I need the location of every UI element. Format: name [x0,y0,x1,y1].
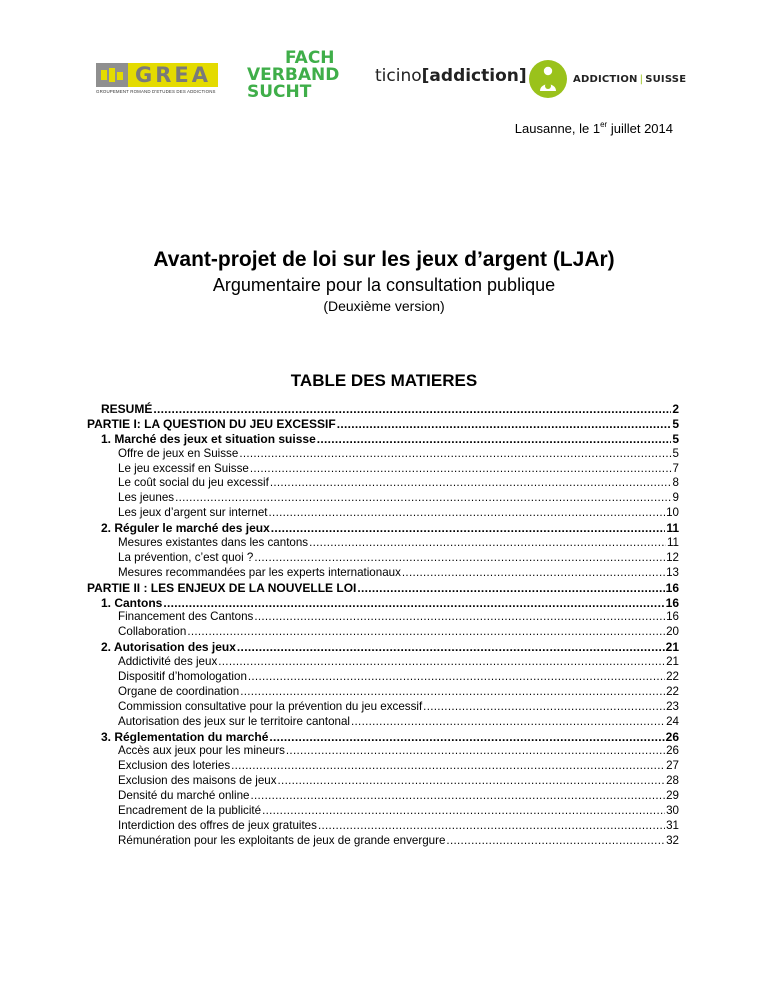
document-version: (Deuxième version) [323,298,445,314]
toc-entry-page: 30 [666,804,679,818]
date-suffix: juillet 2014 [607,121,673,136]
dot-leader [218,655,665,670]
toc-entry-page: 5 [672,431,679,446]
dot-leader [271,521,666,536]
dot-leader [278,774,666,789]
dot-leader [351,715,665,730]
toc-entry-page: 16 [665,580,679,595]
fvs-line: SUCHT [247,82,312,102]
table-of-contents [87,402,679,849]
toc-entry-page: 26 [665,729,679,744]
toc-entry-page: 29 [666,789,679,803]
ticino-addiction-logo [375,66,527,86]
dot-leader [309,536,666,551]
dot-leader [153,402,671,417]
toc-entry-page: 12 [666,550,679,564]
toc-entry-title: Addictivité des jeux [118,655,218,669]
toc-entry[interactable] [87,581,679,596]
toc-entry-page: 9 [672,491,679,505]
fvs-line: FACH [285,48,335,68]
fvs-line: VERBAND [247,65,340,85]
toc-entry[interactable] [87,715,679,730]
toc-entry[interactable] [87,625,679,640]
dot-leader [175,491,671,506]
dot-leader [269,730,664,745]
toc-entry[interactable] [87,819,679,834]
dot-leader [318,819,665,834]
dot-leader [286,744,665,759]
toc-entry-title: Les jeux d’argent sur internet [118,506,268,520]
toc-entry-page: 24 [666,714,679,728]
toc-entry[interactable] [87,789,679,804]
toc-entry-page: 10 [666,506,679,520]
dot-leader [423,700,665,715]
toc-entry[interactable] [87,596,679,611]
toc-entry-title: 1. Marché des jeux et situation suisse [101,431,316,446]
document-subtitle: Argumentaire pour la consultation publique [212,275,556,295]
dot-leader [250,462,672,477]
toc-entry-title: Offre de jeux en Suisse [118,446,239,460]
document-title: Avant-projet de loi sur les jeux d’argent (LJAr) [153,248,615,271]
as-separator: | [639,73,644,85]
toc-entry-title: Accès aux jeux pour les mineurs [118,744,285,758]
toc-entry[interactable] [87,476,679,491]
toc-entry[interactable] [87,536,679,551]
toc-entry-page: 21 [666,655,679,669]
toc-entry-title: Rémunération pour les exploitants de jeux de grande envergure [118,833,446,847]
toc-entry-title: Les jeunes [118,491,175,505]
toc-entry[interactable] [87,551,679,566]
toc-entry-page: 16 [666,610,679,624]
toc-entry-title: PARTIE II : LES ENJEUX DE LA NOUVELLE LOI [87,580,357,595]
toc-entry[interactable] [87,432,679,447]
grea-logo [96,63,218,97]
toc-entry[interactable] [87,834,679,849]
toc-entry-page: 5 [672,416,679,431]
toc-entry-title: Interdiction des offres de jeux gratuites [118,818,317,832]
dot-leader [187,625,665,640]
toc-entry[interactable] [87,670,679,685]
toc-entry-title: 1. Cantons [101,595,163,610]
toc-entry[interactable] [87,774,679,789]
toc-entry[interactable] [87,462,679,477]
toc-entry[interactable] [87,506,679,521]
toc-entry[interactable] [87,744,679,759]
dot-leader [262,804,665,819]
toc-entry-page: 11 [666,521,679,536]
toc-entry-page: 7 [672,461,679,475]
toc-entry-page: 31 [666,818,679,832]
dot-leader [446,834,665,849]
toc-entry-title: Financement des Cantons [118,610,254,624]
toc-entry-title: La prévention, c’est quoi ? [118,550,254,564]
toc-entry-title: Le jeu excessif en Suisse [118,461,249,475]
ticino-word: addiction [429,66,519,86]
as-left: ADDICTION [573,73,638,85]
dot-leader [270,476,672,491]
toc-entry-title: Exclusion des loteries [118,759,231,773]
toc-entry-page: 28 [666,774,679,788]
date-prefix: Lausanne, le 1 [514,121,601,136]
toc-entry-title: RESUMÉ [101,402,153,416]
grea-subtitle: GROUPEMENT ROMAND D'ETUDES DES ADDICTIONS [96,89,216,94]
toc-heading: TABLE DES MATIERES [290,371,478,390]
toc-entry-title: Exclusion des maisons de jeux [118,774,277,788]
logo-bar [0,0,768,110]
dot-leader [239,447,671,462]
dot-leader [254,610,665,625]
dot-leader [337,417,672,432]
toc-entry-page: 16 [665,595,679,610]
toc-entry-page: 23 [666,699,679,713]
toc-entry-title: Organe de coordination [118,684,240,698]
addiction-suisse-icon [529,60,567,98]
toc-entry[interactable] [87,640,679,655]
dot-leader [269,506,666,521]
toc-entry[interactable] [87,417,679,432]
toc-entry[interactable] [87,685,679,700]
fachverband-sucht-logo [247,50,357,101]
toc-entry-page: 21 [665,640,679,655]
as-right: SUISSE [645,73,687,85]
toc-entry[interactable] [87,655,679,670]
toc-entry-title: PARTIE I: LA QUESTION DU JEU EXCESSIF [87,416,336,431]
dot-leader [163,596,664,611]
ticino-prefix: ticino [375,66,422,86]
toc-entry-page: 20 [666,625,679,639]
dot-leader [231,759,665,774]
toc-entry-title: Densité du marché online [118,789,250,803]
toc-entry-title: 2. Réguler le marché des jeux [101,521,270,536]
grea-wordmark: GREA [128,63,218,87]
toc-entry-page: 2 [672,402,679,416]
toc-entry-title: Dispositif d’homologation [118,670,247,684]
addiction-suisse-logo [529,59,686,99]
toc-entry-title: Encadrement de la publicité [118,804,262,818]
toc-entry[interactable] [87,402,679,417]
toc-entry[interactable] [87,700,679,715]
toc-entry-page: 22 [666,670,679,684]
dot-leader [240,685,665,700]
date-line [515,121,673,136]
toc-entry-title: Mesures existantes dans les cantons [118,536,309,550]
toc-entry-page: 5 [672,446,679,460]
toc-entry-page: 13 [666,565,679,579]
grea-mark-icon [96,63,128,87]
toc-entry[interactable] [87,610,679,625]
toc-entry-page: 32 [666,833,679,847]
toc-entry-page: 27 [666,759,679,773]
toc-entry-title: Mesures recommandées par les experts internationaux [118,565,401,579]
toc-entry-title: Autorisation des jeux sur le territoire cantonal [118,714,350,728]
date-sup: er [600,120,608,129]
ticino-bracket: ] [518,66,527,86]
ticino-bracket: [ [421,66,430,86]
dot-leader [237,640,665,655]
toc-entry-title: Collaboration [118,625,187,639]
toc-entry-title: 2. Autorisation des jeux [101,640,236,655]
toc-entry[interactable] [87,447,679,462]
toc-entry-page: 26 [666,744,679,758]
dot-leader [317,432,672,447]
toc-entry-title: 3. Réglementation du marché [101,729,269,744]
toc-entry[interactable] [87,804,679,819]
dot-leader [357,581,664,596]
toc-entry-page: 22 [666,684,679,698]
toc-entry-title: Le coût social du jeu excessif [118,476,269,490]
toc-entry-page: 11 [666,536,679,550]
toc-entry[interactable] [87,521,679,536]
toc-entry-title: Commission consultative pour la prévention du jeu excessif [118,699,423,713]
toc-entry[interactable] [87,491,679,506]
toc-entry-page: 8 [672,476,679,490]
dot-leader [254,551,665,566]
toc-entry[interactable] [87,730,679,745]
dot-leader [402,566,665,581]
toc-entry[interactable] [87,566,679,581]
dot-leader [248,670,665,685]
dot-leader [250,789,665,804]
toc-entry[interactable] [87,759,679,774]
